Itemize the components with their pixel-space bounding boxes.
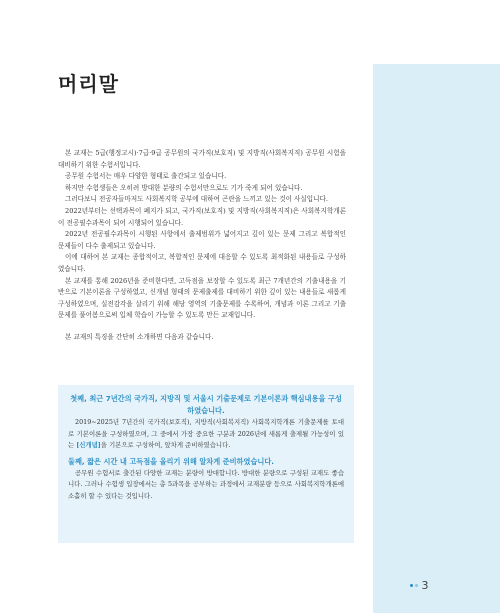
paragraph-4: 그러다보니 전공자들마저도 사회복지학 공부에 대하여 곤란을 느끼고 있는 것이 사실입니다. — [65, 195, 329, 204]
feature-text-1a: 2019~2025년 7년간의 국가직(보호직), 지방직(사회복지직) 사회복지학개론 기출문제를 토대로 기본이론을 구성하였으며, 그 중에서 가장 중요한 구분과 2026년에 새롭게 출제될 가능성이 있는 — [68, 418, 344, 449]
page-number — [410, 579, 429, 592]
paragraph-3: 하지만 수험생들은 오히려 방대한 분량의 수험서만으로도 기가 죽게 되어 있습니다. — [65, 183, 303, 192]
feature-heading-2: 둘째, 짧은 시간 내 고득점을 올리기 위해 알차게 준비하였습니다. — [68, 456, 275, 466]
preface-body — [58, 148, 346, 344]
side-color-band — [373, 64, 500, 613]
page-number-label: 3 — [421, 579, 429, 592]
feature-text-1b: 을 기본으로 구성하여, 앞차게 준비하였습니다. — [100, 441, 231, 449]
paragraph-5: 2022년부터는 선택과목이 폐지가 되고, 국가직(보호직) 및 지방직(사회복지직)은 사회복지학개론이 전공필수과목이 되어 시행되어 있습니다. — [58, 206, 346, 227]
paragraph-8: 본 교재를 통해 2026년을 준비한다면, 고득점을 보장할 수 있도록 최근 7개년간의 기출내용을 기반으로 기본이론을 구성하였고, 신개념 형태의 문제출제를 대비하기 위한 깊이 있는 내용들로 새롭게 구성하였으며, 실전감각을 살리기 위해 해당 영역의 기출문제를 수록하여, 개념과 이론 그리고 기출문제를 풀어봄으로써 입체 학습이 가능할 수 있도록 만든 교재입니다. — [58, 276, 346, 320]
paragraph-2: 공무원 수험서는 매우 다양한 형태로 출간되고 있습니다. — [65, 172, 227, 181]
page-title: 머리말 — [58, 72, 119, 96]
paragraph-7: 이에 대하여 본 교재는 종합적이고, 복합적인 문제에 대응할 수 있도록 최적화된 내용들로 구성하였습니다. — [58, 253, 346, 273]
new-concept-highlight: [신개념] — [76, 441, 101, 449]
paragraph-6: 2022년 전공필수과목이 시행된 사항에서 출제범위가 넓어지고 깊이 있는 문제 그리고 복합적인 문제들이 다수 출제되고 있습니다. — [58, 230, 346, 250]
page-dots-icon — [410, 584, 418, 587]
feature-box — [58, 385, 354, 543]
feature-heading-1: 첫째, 최근 7년간의 국가직, 지방직 및 서울시 기출문제로 기본이론과 핵심내용을 구성하였습니다. — [70, 394, 342, 415]
paragraph-1: 본 교재는 5급(행정고시)·7급·9급 공무원의 국가직(보호직) 및 지방직(사회복지직) 공무원 시험을 대비하기 위한 수험서입니다. — [58, 149, 346, 169]
feature-text-2: 공무원 수험서로 출간된 다양한 교재는 분량이 방대합니다. 방대한 분량으로 구성된 교재도 좋습니다. 그러나 수험생 입장에서는 총 5과목을 공부하는 과정에서 교재분량 등으로 사회복지학개론에 소홀히 할 수 있다는 것입니다. — [68, 468, 344, 500]
feature-text-1 — [68, 417, 344, 452]
summary-line: 본 교재의 특징을 간단히 소개하면 다음과 같습니다. — [65, 332, 214, 341]
